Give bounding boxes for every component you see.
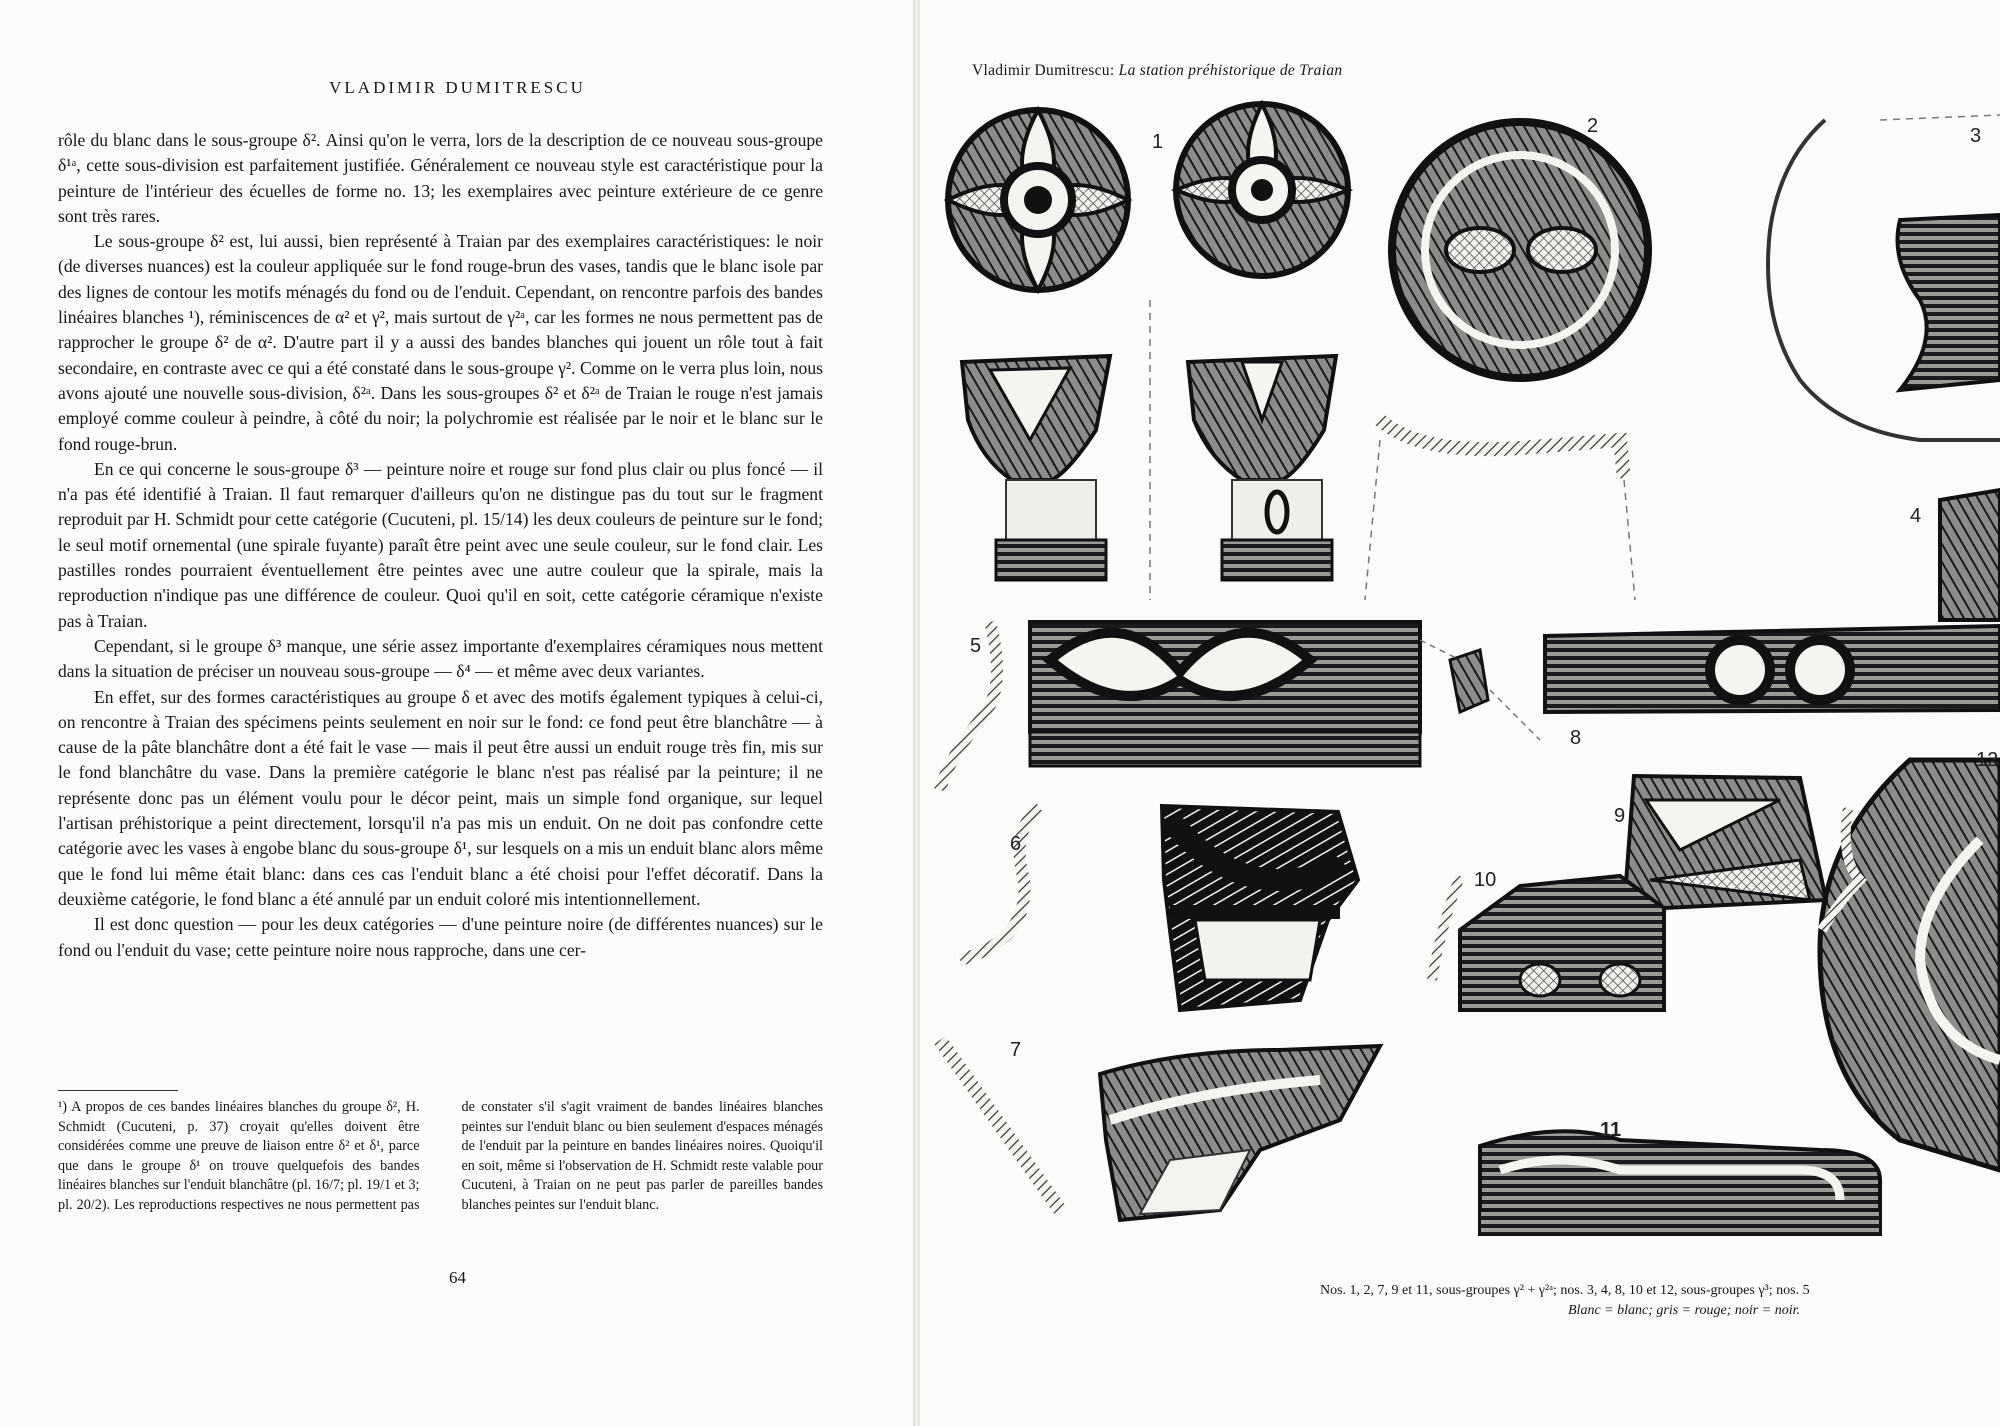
body-text bbox=[58, 128, 823, 963]
page-number: 64 bbox=[449, 1268, 466, 1287]
figure-number: 4 bbox=[1910, 505, 1922, 527]
paragraph: Le sous-groupe δ² est, lui aussi, bien représenté à Traian par des exemplaires caractéristiques: le noir (de diverses nuances) est la couleur appliquée sur le fond rouge-brun des vases, tandis que le blanc isole par des lignes de contour les motifs ménagés du fond ou de l'enduit. Cependant, on rencontre parfois des bandes linéaires blanches ¹), réminiscences de α² et γ², mais surtout de γ²ᵃ, car les formes ne nous permettent pas de rapprocher le groupe δ² de α². D'autre part il y a aussi des bandes blanches qui jouent un rôle tout à fait secondaire, en contraste avec ce qui a été constaté dans le sous-groupe γ². Comme on le verra plus loin, nous avons ajouté une nouvelle sous-division, δ²ᵃ. Dans les sous-groupes δ² et δ²ᵃ de Traian le rouge n'est jamais employé comme couleur à peindre, à côté du noir; la polychromie est réalisée par le noir et le blanc sur le fond rouge-brun. bbox=[58, 231, 823, 454]
figure-number: 11 bbox=[1600, 1119, 1622, 1141]
paragraph: rôle du blanc dans le sous-groupe δ². Ainsi qu'on le verra, lors de la description de ce nouveau sous-groupe δ¹ᵃ, cette sous-division est parfaitement justifiée. Généralement ce nouveau style est caractéristique pour la peinture de l'intérieur des écuelles de forme no. 13; les exemplaires avec peinture extérieure de ce genre sont très rares. bbox=[58, 130, 823, 226]
figure-number: 6 bbox=[1010, 833, 1022, 855]
plate-header-title: La station préhistorique de Traian bbox=[1118, 62, 1343, 79]
plate-header-author: Vladimir Dumitrescu: bbox=[972, 62, 1115, 79]
figure-number: 3 bbox=[1970, 125, 1982, 147]
fragment-7 bbox=[940, 1040, 1380, 1220]
footnote: ¹) A propos de ces bandes linéaires blanches du groupe δ², H. Schmidt (Cucuteni, p. 37) croyait qu'elles doivent être considérées comme une preuve de liaison entre δ² et δ¹, parce que dans le groupe δ¹ on trouve quelquefois des bandes linéaires blanches sur l'enduit blanchâtre (pl. 16/7; pl. 19/1 et 3; pl. 20/2). Les reproductions respectives ne nous permettent pas de constater s'il s'agit vraiment de bandes linéaires blanches peintes sur l'enduit blanc ou bien seulement d'espaces ménagés de l'enduit par la peinture en bandes linéaires noires. Quoiqu'il en soit, même si l'observation de H. Schmidt reste valable pour Cucuteni, à Traian on ne peut pas parler de pareilles bandes blanches peintes sur l'enduit blanc. bbox=[58, 1099, 823, 1213]
fragment-1-stand bbox=[962, 300, 1336, 600]
figure-number: 1 bbox=[1152, 131, 1164, 153]
figure-number: 9 bbox=[1614, 805, 1626, 827]
caption-line: Nos. 1, 2, 7, 9 et 11, sous-groupes γ² + γ²ᵃ; nos. 3, 4, 8, 10 et 12, sous-groupes γ³; nos. 5 bbox=[1320, 1283, 1810, 1298]
fragment-10 bbox=[1432, 876, 1664, 1010]
fragment-11 bbox=[1480, 1131, 1880, 1234]
figure-number: 5 bbox=[970, 635, 982, 657]
footnote-rule bbox=[58, 1090, 178, 1091]
figure-number: 2 bbox=[1587, 115, 1599, 137]
figure-number: 8 bbox=[1570, 727, 1582, 749]
caption-legend: Blanc = blanc; gris = rouge; noir = noir. bbox=[1568, 1303, 1800, 1318]
fragment-8 bbox=[1420, 640, 1540, 740]
figure-number: 12 bbox=[1976, 749, 1999, 771]
right-page bbox=[920, 0, 2000, 1426]
paragraph: Il est donc question — pour les deux catégories — d'une peinture noire (de différentes nuances) sur le fond ou l'enduit du vase; cette peinture noire nous rapproche, dans une cer- bbox=[58, 914, 823, 960]
running-head: VLADIMIR DUMITRESCU bbox=[329, 78, 586, 97]
paragraph: En effet, sur des formes caractéristiques au groupe δ et avec des motifs également typiques à celui-ci, on rencontre à Traian des spécimens peints seulement en noir sur le fond: ce fond peut être blanchâtre — à cause de la pâte blanchâtre dont a été fait le vase — mais il peut être aussi un enduit rouge très fin, mis sur le fond blanchâtre du vase. Dans la première catégorie le blanc n'est pas réalisé par la peinture; il ne représente donc pas un élément voulu pour le décor peint, mais un simple fond organique, sur lequel l'artisan préhistorique a peint directement, lorsqu'il n'a pas mis un enduit. On ne doit pas confondre cette catégorie avec les vases à engobe blanc du sous-groupe δ¹, sur lesquels on a mis un enduit blanc alors même que le fond lui même était blanc: dans ces cas l'enduit blanc a été choisi pour l'effet décoratif. Dans la deuxième catégorie, le fond blanc a été annulé par un enduit coloré mis intentionnellement. bbox=[58, 686, 823, 909]
fragment-5-band bbox=[940, 622, 1420, 790]
fragment-4 bbox=[1940, 490, 2000, 620]
left-page bbox=[0, 0, 915, 1426]
fragment-1-disc-b bbox=[1176, 104, 1348, 276]
figure-number: 7 bbox=[1010, 1039, 1022, 1061]
fragment-1-disc bbox=[948, 110, 1128, 290]
pottery-plate bbox=[920, 0, 2000, 1270]
paragraph: Cependant, si le groupe δ³ manque, une série assez importante d'exemplaires céramiques nous mettent dans la situation de préciser un nouveau sous-groupe — δ⁴ — et même avec deux variantes. bbox=[58, 635, 823, 682]
plate-caption bbox=[1320, 1281, 2000, 1321]
fragment-2-bowl bbox=[1365, 122, 1648, 600]
fragment-3-profile bbox=[1768, 115, 2000, 440]
figure-number: 10 bbox=[1474, 869, 1497, 891]
paragraph: En ce qui concerne le sous-groupe δ³ — peinture noire et rouge sur fond plus clair ou plus foncé — il n'a pas été identifié à Traian. Il faut remarquer d'ailleurs qu'on ne distingue pas du tout sur le fragment reproduit par H. Schmidt pour cette catégorie (Cucuteni, pl. 15/14) les deux couleurs de peinture sur le fond; le seul motif ornemental (une spirale fuyante) paraît être peint avec une seule couleur, sur le fond clair. Les pastilles rondes pourraient éventuellement être peintes avec une autre couleur que la spirale, mais la reproduction n'indique pas une différence de couleur. Quoi qu'il en soit, cette catégorie céramique n'existe pas à Traian. bbox=[58, 458, 823, 631]
